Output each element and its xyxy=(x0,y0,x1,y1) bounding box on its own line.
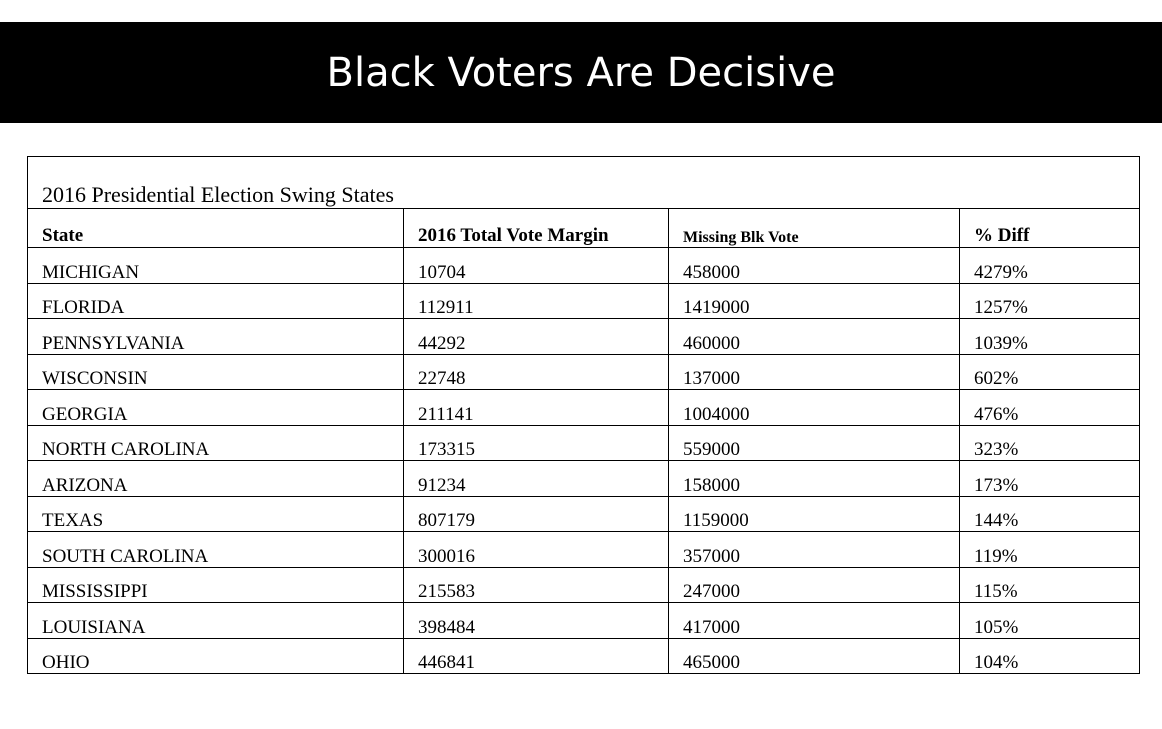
cell-vote-margin: 398484 xyxy=(404,603,669,639)
table-row xyxy=(28,532,1140,568)
cell-vote-margin: 91234 xyxy=(404,461,669,497)
cell-percent-diff: 602% xyxy=(960,354,1140,390)
cell-missing-blk-vote: 1159000 xyxy=(669,496,960,532)
cell-percent-diff: 104% xyxy=(960,638,1140,674)
table-row xyxy=(28,319,1140,355)
table-row xyxy=(28,425,1140,461)
table-caption: 2016 Presidential Election Swing States xyxy=(28,157,1140,209)
cell-state: MISSISSIPPI xyxy=(28,567,404,603)
cell-vote-margin: 215583 xyxy=(404,567,669,603)
cell-missing-blk-vote: 460000 xyxy=(669,319,960,355)
cell-state: NORTH CAROLINA xyxy=(28,425,404,461)
cell-state: PENNSYLVANIA xyxy=(28,319,404,355)
table-row xyxy=(28,603,1140,639)
cell-percent-diff: 115% xyxy=(960,567,1140,603)
cell-missing-blk-vote: 137000 xyxy=(669,354,960,390)
cell-vote-margin: 446841 xyxy=(404,638,669,674)
cell-vote-margin: 807179 xyxy=(404,496,669,532)
header-state: State xyxy=(28,209,404,248)
cell-percent-diff: 1039% xyxy=(960,319,1140,355)
table-header-row xyxy=(28,209,1140,248)
title-banner xyxy=(0,22,1162,123)
cell-vote-margin: 112911 xyxy=(404,283,669,319)
cell-percent-diff: 1257% xyxy=(960,283,1140,319)
cell-percent-diff: 119% xyxy=(960,532,1140,568)
cell-missing-blk-vote: 1004000 xyxy=(669,390,960,426)
cell-percent-diff: 476% xyxy=(960,390,1140,426)
header-missing-blk-vote: Missing Blk Vote xyxy=(669,209,960,248)
cell-percent-diff: 105% xyxy=(960,603,1140,639)
header-vote-margin: 2016 Total Vote Margin xyxy=(404,209,669,248)
cell-vote-margin: 211141 xyxy=(404,390,669,426)
table-row xyxy=(28,567,1140,603)
cell-state: SOUTH CAROLINA xyxy=(28,532,404,568)
cell-state: TEXAS xyxy=(28,496,404,532)
header-percent-diff: % Diff xyxy=(960,209,1140,248)
cell-vote-margin: 300016 xyxy=(404,532,669,568)
cell-vote-margin: 173315 xyxy=(404,425,669,461)
table-row xyxy=(28,638,1140,674)
cell-missing-blk-vote: 1419000 xyxy=(669,283,960,319)
cell-missing-blk-vote: 158000 xyxy=(669,461,960,497)
cell-state: ARIZONA xyxy=(28,461,404,497)
cell-vote-margin: 44292 xyxy=(404,319,669,355)
swing-states-table xyxy=(27,156,1140,674)
cell-vote-margin: 10704 xyxy=(404,248,669,284)
table-row xyxy=(28,496,1140,532)
cell-state: OHIO xyxy=(28,638,404,674)
cell-state: FLORIDA xyxy=(28,283,404,319)
cell-state: MICHIGAN xyxy=(28,248,404,284)
table-row xyxy=(28,461,1140,497)
cell-missing-blk-vote: 559000 xyxy=(669,425,960,461)
cell-missing-blk-vote: 458000 xyxy=(669,248,960,284)
table-row xyxy=(28,354,1140,390)
cell-missing-blk-vote: 465000 xyxy=(669,638,960,674)
table-row xyxy=(28,283,1140,319)
cell-missing-blk-vote: 357000 xyxy=(669,532,960,568)
table-caption-row xyxy=(28,157,1140,209)
cell-percent-diff: 173% xyxy=(960,461,1140,497)
cell-vote-margin: 22748 xyxy=(404,354,669,390)
table-row xyxy=(28,248,1140,284)
cell-state: LOUISIANA xyxy=(28,603,404,639)
cell-state: GEORGIA xyxy=(28,390,404,426)
cell-state: WISCONSIN xyxy=(28,354,404,390)
cell-missing-blk-vote: 417000 xyxy=(669,603,960,639)
cell-percent-diff: 4279% xyxy=(960,248,1140,284)
page-title: Black Voters Are Decisive xyxy=(326,49,836,96)
cell-percent-diff: 323% xyxy=(960,425,1140,461)
cell-missing-blk-vote: 247000 xyxy=(669,567,960,603)
table-row xyxy=(28,390,1140,426)
cell-percent-diff: 144% xyxy=(960,496,1140,532)
